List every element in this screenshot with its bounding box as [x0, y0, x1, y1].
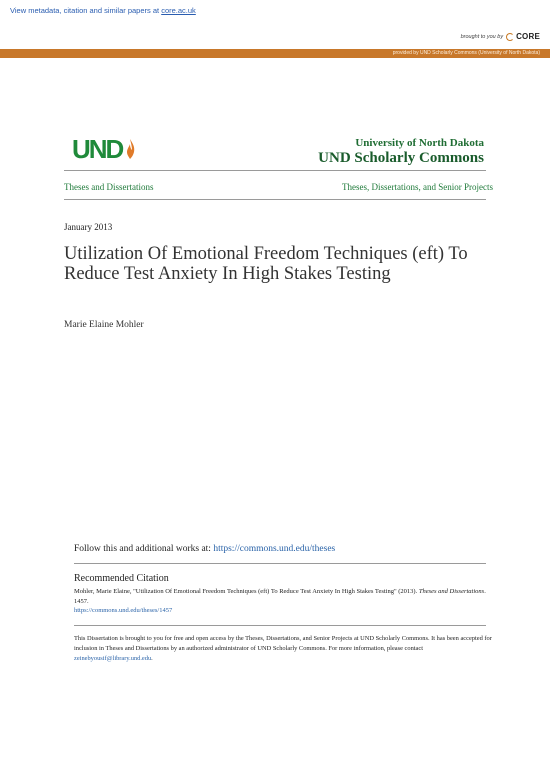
contact-email-link[interactable]: zeinebyousif@library.und.edu [74, 655, 152, 662]
header-divider [64, 170, 486, 171]
publication-date: January 2013 [64, 222, 113, 232]
university-name[interactable]: University of North Dakota [355, 137, 484, 149]
core-metadata-text: View metadata, citation and similar papers at core.ac.uk [10, 6, 196, 15]
author-name[interactable]: Marie Elaine Mohler [64, 320, 144, 330]
access-notice: This Dissertation is brought to you for free and open access by the Theses, Dissertations, and Senior Projects at UND Scholarly Commons. It has been accepted for inclusion in Theses and Dissertations by an authorized administrator of UND Scholarly Commons. For more information, please contact zeinebyousif@library.und.edu. [74, 635, 492, 662]
core-provided-bar [0, 49, 550, 58]
follow-divider [74, 563, 486, 564]
follow-link[interactable]: https://commons.und.edu/theses [213, 544, 336, 554]
citation-link[interactable]: https://commons.und.edu/theses/1457 [74, 607, 173, 614]
core-brought-by[interactable]: brought to you by CORE [460, 32, 540, 41]
document-title: Utilization Of Emotional Freedom Techniques (eft) To Reduce Test Anxiety In High Stakes Testing [64, 244, 468, 284]
breadcrumb-divider [64, 199, 486, 200]
flame-icon [124, 138, 136, 160]
citation-journal: Theses and Dissertations [418, 588, 485, 595]
repository-name[interactable]: UND Scholarly Commons [318, 150, 484, 166]
core-mark-icon [506, 33, 514, 41]
core-logo[interactable]: CORE [506, 32, 540, 41]
citation-divider [74, 625, 486, 626]
und-logo[interactable]: UND [72, 136, 136, 162]
breadcrumb-theses-dissertations-senior-projects[interactable]: Theses, Dissertations, and Senior Projects [342, 182, 493, 192]
core-link[interactable]: core.ac.uk [161, 6, 196, 15]
recommended-citation: Mohler, Marie Elaine, "Utilization Of Emotional Freedom Techniques (eft) To Reduce Test Anxiety In High Stakes Testing" (2013). Theses and Dissertations. 1457. https://commons.und.edu/theses/1457 [74, 588, 486, 614]
core-provider-link[interactable]: provided by UND Scholarly Commons (University of North Dakota) [392, 50, 540, 56]
core-banner [0, 0, 550, 44]
core-provided-text [393, 50, 540, 56]
recommended-citation-heading: Recommended Citation [74, 573, 169, 584]
follow-line: Follow this and additional works at: https://commons.und.edu/theses [74, 544, 336, 554]
breadcrumb-theses-dissertations[interactable]: Theses and Dissertations [64, 182, 154, 192]
